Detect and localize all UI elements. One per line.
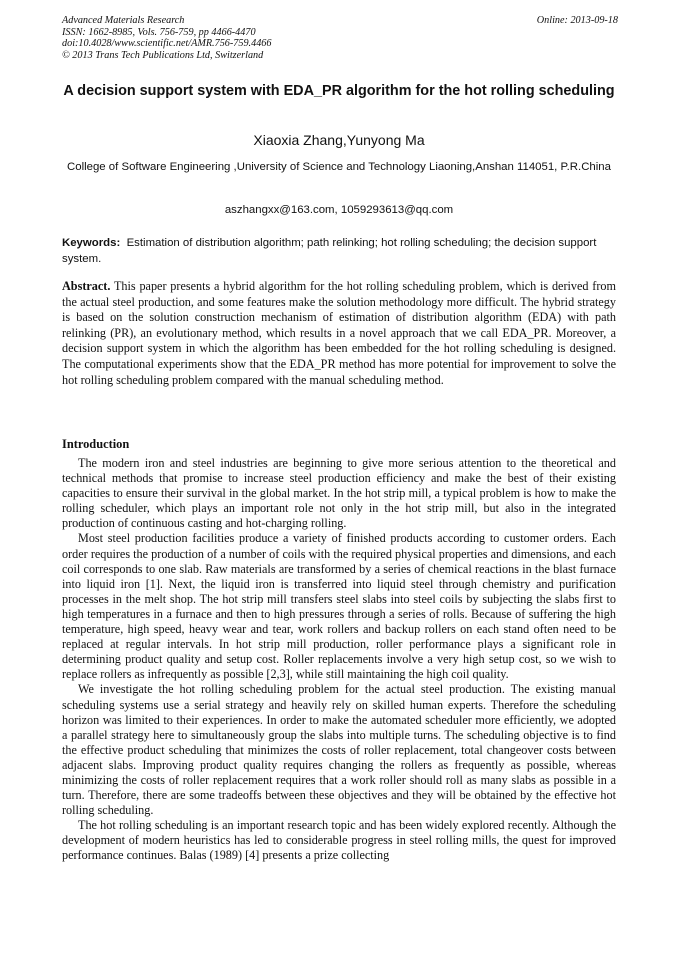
online-date: Online: 2013-09-18 — [536, 15, 618, 26]
introduction-body — [62, 456, 616, 864]
keywords-label: Keywords: — [62, 237, 121, 249]
journal-header — [62, 15, 618, 61]
section-heading-introduction: Introduction — [62, 437, 130, 451]
body-paragraph: The modern iron and steel industries are beginning to give more serious attention to the theoretical and technical methods that promise to increase steel production efficiency and make the best of their existing capacities to ensure their survival in the global market. In the hot strip mill, a typical problem is how to make the rolling scheduler, which plays an important role not only in the hot strip mill, but also in the integrated production of continuous casting and hot-charging rolling. — [62, 456, 616, 531]
copyright-line: © 2013 Trans Tech Publications Ltd, Switzerland — [62, 49, 264, 61]
abstract-text: This paper presents a hybrid algorithm for the hot rolling scheduling problem, which is derived from the actual steel production, and some features make the solution methodology more difficult. The hybrid strategy is based on the solution construction mechanism of estimation of distribution algorithm (EDA) with path relinking (PR), an evolutionary method, which results in a novel approach that we call EDA_PR. Moreover, a decision support system in which the algorithm has been embedded for the hot rolling scheduling is designed. The computational experiments show that the EDA_PR method has more potential for improvement to solve the hot rolling scheduling problem compared with the manual scheduling method. — [62, 279, 616, 387]
author-affiliation: College of Software Engineering ,University of Science and Technology Liaoning,Anshan 114051, P.R.China — [67, 161, 611, 173]
doi-line: doi:10.4028/www.scientific.net/AMR.756-759.4466 — [62, 38, 272, 50]
journal-name: Advanced Materials Research — [62, 15, 185, 26]
author-emails: aszhangxx@163.com, 1059293613@qq.com — [224, 204, 454, 216]
issn-line: ISSN: 1662-8985, Vols. 756-759, pp 4466-4470 — [62, 26, 256, 38]
paper-authors: Xiaoxia Zhang,Yunyong Ma — [253, 132, 425, 148]
paper-title: A decision support system with EDA_PR algorithm for the hot rolling scheduling — [63, 83, 615, 99]
body-paragraph: The hot rolling scheduling is an important research topic and has been widely explored recently. Although the development of modern heuristics has led to considerable progress in steel rolling mills, the quest for improved performance continues. Balas (1989) [4] presents a prize collecting — [62, 818, 616, 863]
body-paragraph: We investigate the hot rolling scheduling problem for the actual steel production. The existing manual scheduling systems use a serial strategy and heavily rely on skilled human experts. Therefore the scheduling horizon was limited to their experiences. In order to make the automated scheduler more efficiently, we adopted a parallel strategy here to simultaneously group the slabs into multiple turns. The scheduling objective is to find the effective product scheduling that minimizes the costs of roller replacement, total changeover costs between adjacent slabs. Improving product quality requires changing the rollers as frequently as possible, whereas minimizing the costs of roller replacement requires that a work roller should roll as many slabs as possible in a turn. Therefore, there are some tradeoffs between these objectives and they will be obtained by the effective hot rolling scheduling. — [62, 682, 616, 818]
abstract-label: Abstract. — [62, 279, 111, 293]
abstract-block — [62, 279, 616, 388]
body-paragraph: Most steel production facilities produce a variety of finished products according to customer orders. Each order requires the production of a number of coils with the required physical properties and dimensions, and each coil corresponds to one slab. Raw materials are transformed by a series of chemical reactions in the blast furnace into liquid iron [1]. Next, the liquid iron is transferred into liquid steel through chemistry and purification processes in the melt shop. The hot strip mill transfers steel slabs into steel coils by subjecting the slabs first to high temperatures in a furnace and then to high pressures through a series of rolls. Because of suffering the high temperature, high speed, heavy wear and tear, work rollers and backup rollers on each stand often need to be replaced at regular intervals. In hot strip mill production, roller performance plays a significant role in determining product quality and setup cost. Roller replacements involve a very high setup cost, so we wish to replace rollers as infrequently as possible [2,3], while still maintaining the high coil quality. — [62, 531, 616, 682]
keywords-text: Estimation of distribution algorithm; path relinking; hot rolling scheduling; the decision support system. — [62, 237, 597, 265]
keywords-block — [62, 236, 616, 267]
